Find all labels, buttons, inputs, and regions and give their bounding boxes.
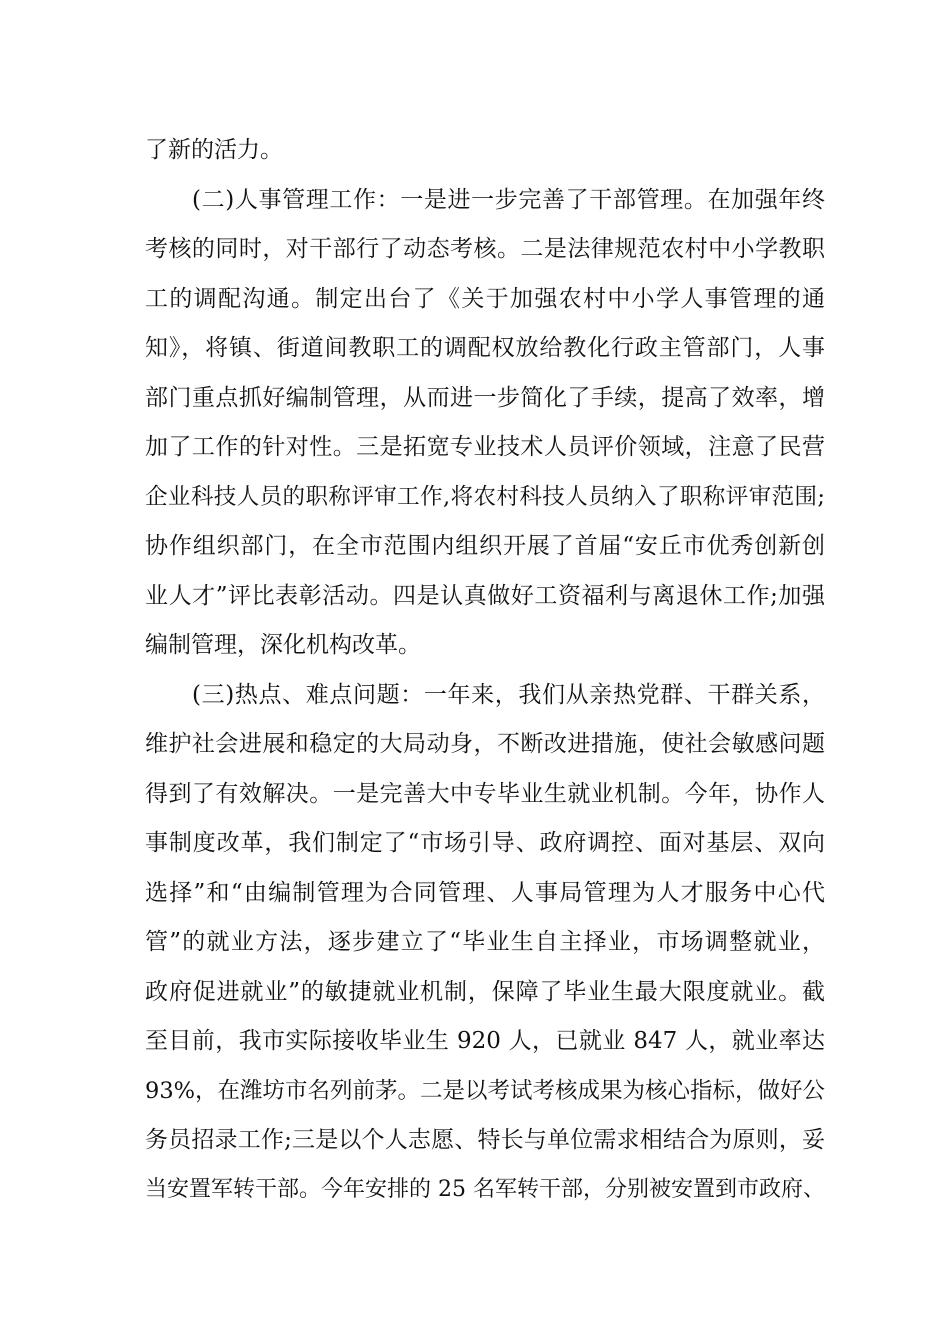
text-line: 当安置军转干部。今年安排的 25 名军转干部，分别被安置到市政府、 [145,1177,825,1202]
text-line: 知》，将镇、街道间教职工的调配权放给教化行政主管部门，人事 [145,335,825,361]
text-line: 选择”和“由编制管理为合同管理、人事局管理为人才服务中心代 [145,880,825,906]
text-line: 至目前，我市实际接收毕业生 920 人，已就业 847 人，就业率达 [145,1028,825,1054]
text-line: 加了工作的针对性。三是拓宽专业技术人员评价领域，注意了民营 [145,434,825,460]
text-line: (二)人事管理工作：一是进一步完善了干部管理。在加强年终 [192,187,825,213]
text-line: 了新的活力。 [145,137,283,163]
text-line: 工的调配沟通。制定出台了《关于加强农村中小学人事管理的通 [145,286,825,312]
text-line: 考核的同时，对干部行了动态考核。二是法律规范农村中小学教职 [145,236,825,262]
text-line: 93%，在潍坊市名列前茅。二是以考试考核成果为核心指标，做好公 [145,1078,826,1104]
text-line: 协作组织部门，在全市范围内组织开展了首届“安丘市优秀创新创 [145,533,825,559]
text-line: 得到了有效解决。一是完善大中专毕业生就业机制。今年，协作人 [145,781,825,807]
text-line: 业人才”评比表彰活动。四是认真做好工资福利与离退休工作;加强 [145,583,825,609]
text-line: 务员招录工作;三是以个人志愿、特长与单位需求相结合为原则，妥 [145,1127,825,1153]
text-line: 事制度改革，我们制定了“市场引导、政府调控、面对基层、双向 [145,830,825,856]
text-line: (三)热点、难点问题：一年来，我们从亲热党群、干群关系， [192,682,825,708]
text-line: 企业科技人员的职称评审工作,将农村科技人员纳入了职称评审范围; [145,484,825,510]
text-line: 部门重点抓好编制管理，从而进一步简化了手续，提高了效率，增 [145,385,825,411]
text-line: 维护社会进展和稳定的大局动身，不断改进措施，使社会敏感问题 [145,731,825,757]
text-line: 编制管理，深化机构改革。 [145,632,421,658]
text-line: 政府促进就业”的敏捷就业机制，保障了毕业生最大限度就业。截 [145,979,825,1005]
text-line: 管”的就业方法，逐步建立了“毕业生自主择业，市场调整就业， [145,929,825,955]
